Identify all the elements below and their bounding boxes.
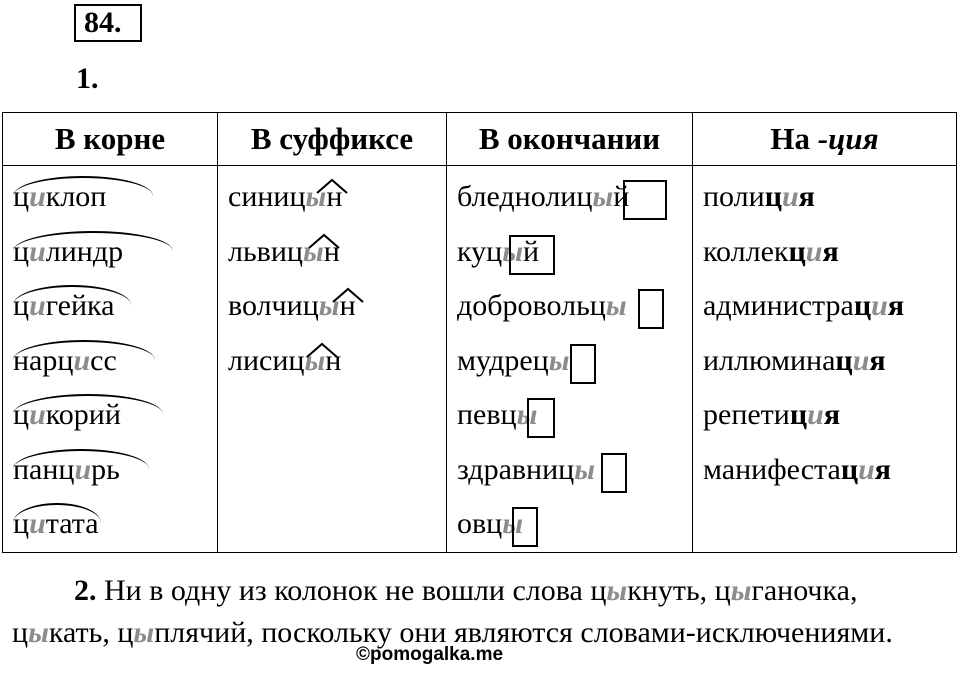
- suffix-word: [228, 170, 446, 225]
- vowel-letter: и: [73, 343, 91, 377]
- vowel-letter: и: [29, 289, 46, 322]
- cia-word: [703, 334, 956, 389]
- root-arc-mark: [13, 503, 101, 523]
- vowel-letter: ы: [502, 234, 524, 268]
- word-part: н: [339, 289, 356, 322]
- word-part: я: [869, 343, 886, 377]
- word-part: певц: [457, 398, 517, 431]
- word-part: й: [613, 180, 630, 213]
- header-ending: В окончании: [447, 113, 693, 166]
- word-part: ц: [302, 289, 319, 322]
- watermark: ©pomogalka.me: [356, 644, 504, 665]
- vowel-letter: ы: [502, 507, 524, 540]
- header-cia: [693, 113, 957, 166]
- word-part: манифеста: [703, 452, 841, 486]
- table-header-row: [3, 113, 957, 166]
- vowel-letter: и: [807, 398, 824, 431]
- root-arc-mark: [13, 176, 153, 196]
- ending-box-mark: [527, 398, 555, 438]
- vowel-letter: и: [805, 234, 823, 268]
- vowel-letter: ы: [28, 616, 49, 649]
- word-part: репети: [703, 398, 790, 431]
- word-part: коллек: [703, 234, 789, 268]
- word-part: клоп: [45, 180, 107, 213]
- text-run: плячий, поскольку они являются словами-исключениями.: [154, 616, 893, 649]
- suffix-mark: [308, 233, 340, 249]
- cia-word: [703, 279, 956, 334]
- word-part: ц: [764, 180, 782, 213]
- ending-box-mark: [638, 289, 664, 329]
- cia-word: [703, 170, 956, 225]
- word-part: добровольц: [457, 289, 606, 322]
- ending-box-mark: [509, 235, 555, 275]
- suffix-column: [218, 166, 447, 553]
- word-part: лиси: [228, 343, 289, 377]
- ending-box-mark: [623, 180, 667, 220]
- root-word: [13, 334, 217, 389]
- word-part: ц: [289, 180, 306, 213]
- vowel-letter: ы: [304, 343, 326, 377]
- cia-word: [703, 443, 956, 498]
- text-run: кнуть, ц: [627, 574, 731, 607]
- word-part: я: [874, 452, 892, 486]
- word-part: ц: [13, 180, 30, 213]
- vowel-letter: ы: [592, 180, 614, 213]
- word-part: тата: [45, 507, 99, 540]
- part2-label: 2.: [74, 574, 97, 607]
- ending-box-mark: [512, 507, 538, 547]
- exercise-number: 84.: [74, 4, 142, 42]
- vowel-letter: ы: [606, 574, 628, 607]
- root-arc-mark: [13, 231, 173, 251]
- ending-word: [457, 388, 692, 443]
- vowel-letter: и: [781, 180, 799, 213]
- vowel-letter: и: [871, 289, 888, 322]
- suffix-mark: [316, 178, 348, 194]
- word-part: я: [798, 180, 815, 213]
- word-part: ц: [13, 289, 30, 322]
- word-part: бледнолиц: [457, 180, 593, 213]
- word-part: поли: [703, 180, 765, 213]
- word-part: сини: [228, 180, 290, 213]
- word-part: администра: [703, 289, 854, 322]
- vowel-letter: и: [29, 398, 46, 431]
- word-part: ц: [13, 398, 30, 431]
- word-part: н: [326, 180, 343, 213]
- vowel-letter: ы: [605, 289, 627, 322]
- header-cia-prefix: На: [770, 121, 818, 156]
- table-body-row: [3, 166, 957, 553]
- suffix-word: [228, 225, 446, 280]
- header-root: В корне: [3, 113, 218, 166]
- vowel-letter: ы: [516, 398, 538, 431]
- ending-word: [457, 225, 692, 280]
- word-part: куц: [457, 234, 503, 268]
- root-word: [13, 443, 217, 498]
- ending-column: [447, 166, 693, 553]
- vowel-letter: и: [852, 343, 870, 377]
- vowel-letter: ы: [318, 289, 340, 322]
- text-run: кать, ц: [48, 616, 134, 649]
- word-part: ц: [853, 289, 872, 322]
- cia-word: [703, 388, 956, 443]
- word-part: ц: [835, 343, 853, 377]
- header-suffix: В суффиксе: [218, 113, 447, 166]
- cia-word: [703, 225, 956, 280]
- part2-paragraph: [12, 570, 947, 654]
- ending-word: [457, 497, 692, 552]
- word-part: н: [325, 343, 342, 377]
- word-part: панц: [13, 452, 75, 486]
- suffix-mark: [332, 287, 364, 303]
- root-word: [13, 497, 217, 552]
- vowel-letter: ы: [730, 574, 752, 607]
- word-part: я: [823, 398, 841, 431]
- word-part: ц: [840, 452, 859, 486]
- ending-box-mark: [570, 344, 596, 384]
- word-part: н: [323, 234, 340, 268]
- vowel-letter: ы: [133, 616, 155, 649]
- word-part: нарц: [13, 343, 74, 377]
- word-part: я: [822, 234, 839, 268]
- ending-word: [457, 279, 692, 334]
- root-word: [13, 225, 217, 280]
- vowel-letter: и: [74, 452, 92, 486]
- vowel-letter: ы: [305, 180, 327, 213]
- root-word: [13, 170, 217, 225]
- vowel-letter: и: [29, 180, 46, 213]
- word-part: ц: [788, 234, 806, 268]
- ending-word: [457, 443, 692, 498]
- header-cia-italic: -ция: [817, 121, 879, 156]
- word-part: ц: [789, 398, 808, 431]
- vowel-letter: и: [29, 234, 46, 268]
- suffix-word: [228, 334, 446, 389]
- suffix-word: [228, 279, 446, 334]
- cia-column: [693, 166, 957, 553]
- word-part: рь: [91, 452, 120, 486]
- ending-word: [457, 334, 692, 389]
- word-part: корий: [45, 398, 121, 431]
- root-arc-mark: [13, 449, 149, 469]
- root-word: [13, 279, 217, 334]
- word-part: иллюмина: [703, 343, 836, 377]
- word-part: й: [523, 234, 540, 268]
- word-part: здравниц: [457, 452, 575, 486]
- spelling-table: [2, 112, 957, 553]
- root-arc-mark: [13, 394, 163, 414]
- word-part: линдр: [45, 234, 124, 268]
- word-part: льви: [228, 234, 287, 268]
- root-arc-mark: [13, 285, 131, 305]
- vowel-letter: ы: [548, 343, 570, 377]
- word-part: ц: [13, 507, 30, 540]
- vowel-letter: ы: [302, 234, 324, 268]
- ending-word: [457, 170, 692, 225]
- word-part: мудрец: [457, 343, 549, 377]
- text-run: ганочка, ц: [12, 574, 858, 649]
- root-column: [3, 166, 218, 553]
- word-part: ц: [13, 234, 30, 268]
- part1-label: 1.: [76, 62, 99, 95]
- vowel-letter: и: [29, 507, 46, 540]
- word-part: ц: [286, 234, 303, 268]
- word-part: гейка: [45, 289, 115, 322]
- word-part: овц: [457, 507, 503, 540]
- word-part: ц: [288, 343, 305, 377]
- text-run: Ни в одну из колонок не вошли слова ц: [96, 574, 607, 607]
- word-part: волчи: [228, 289, 303, 322]
- word-part: я: [887, 289, 905, 322]
- vowel-letter: ы: [574, 452, 596, 486]
- suffix-mark: [306, 342, 338, 358]
- root-arc-mark: [13, 340, 155, 360]
- ending-box-mark: [601, 453, 627, 493]
- word-part: сс: [90, 343, 117, 377]
- vowel-letter: и: [858, 452, 875, 486]
- root-word: [13, 388, 217, 443]
